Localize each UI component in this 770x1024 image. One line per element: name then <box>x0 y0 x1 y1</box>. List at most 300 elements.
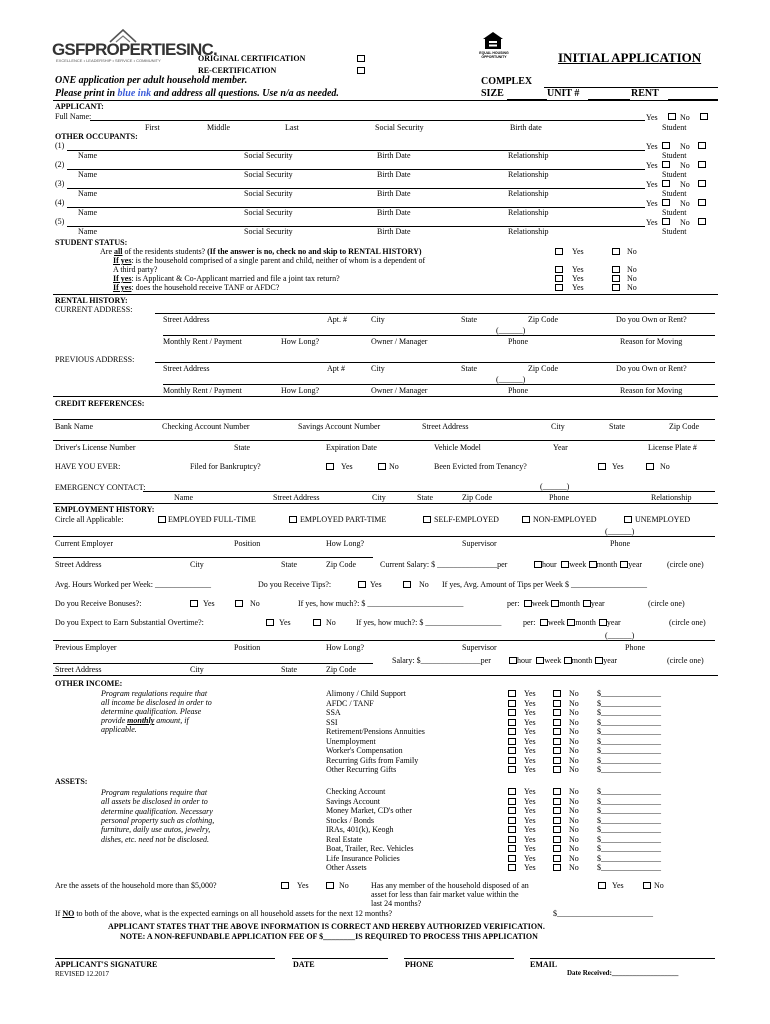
applicant-student-no-checkbox[interactable] <box>700 113 708 120</box>
dl-expiration-label: Expiration Date <box>326 443 377 452</box>
prev-reason-label: Reason for Moving <box>620 386 683 395</box>
year-checkbox[interactable] <box>595 657 603 664</box>
asset-amount-field[interactable]: $_______________ <box>597 853 661 863</box>
assets-5000-yes-checkbox[interactable] <box>281 882 289 889</box>
income-no-checkbox[interactable] <box>553 766 561 773</box>
income-amount-field[interactable]: $_______________ <box>597 736 661 746</box>
applicant-yes-label: Yes <box>646 113 658 122</box>
original-certification-label: ORIGINAL CERTIFICATION <box>198 54 306 63</box>
student-status-no-label: No <box>627 283 637 292</box>
income-no-checkbox[interactable] <box>553 700 561 707</box>
asset-item-label: Other Assets <box>326 863 367 872</box>
cur-zip-label: Zip Code <box>528 315 558 324</box>
week-checkbox[interactable] <box>540 619 548 626</box>
occupant-yes-label: Yes <box>646 180 658 189</box>
year-checkbox[interactable] <box>583 600 591 607</box>
occupant-yes-label: Yes <box>646 218 658 227</box>
instruction-line-1: ONE application per adult household member. <box>55 75 248 86</box>
prev-emp-address-line[interactable] <box>53 663 373 664</box>
full-name-label: Full Name: <box>55 112 92 121</box>
occupant-student-yes-checkbox[interactable] <box>662 161 670 168</box>
occupant-no-label: No <box>680 218 690 227</box>
full-name-line[interactable] <box>90 120 645 121</box>
asset-yes-label: Yes <box>524 796 536 806</box>
assets-note-line: Program regulations require that <box>101 788 208 797</box>
occupant-ss-label: Social Security <box>244 170 293 179</box>
occupant-student-label: Student <box>662 189 687 198</box>
income-no-checkbox[interactable] <box>553 747 561 754</box>
student-status-yes-label: Yes <box>572 274 584 283</box>
asset-item-label: Life Insurance Policies <box>326 853 400 863</box>
part-time-checkbox[interactable] <box>289 516 297 523</box>
employment-history-heading: EMPLOYMENT HISTORY: <box>55 505 155 514</box>
student-status-heading: STUDENT STATUS: <box>55 238 128 247</box>
cur-second-line[interactable] <box>163 335 715 336</box>
income-amount-field[interactable]: $_______________ <box>597 717 661 727</box>
divider-rental <box>53 294 718 295</box>
overtime-yes-checkbox[interactable] <box>266 619 274 626</box>
col-first: First <box>145 123 160 132</box>
emergency-contact-line[interactable] <box>143 491 715 492</box>
week-checkbox[interactable] <box>536 657 544 664</box>
prev-howlong-label: How Long? <box>326 643 364 652</box>
asset-no-checkbox[interactable] <box>553 855 561 862</box>
income-no-label: No <box>569 746 579 755</box>
income-note-line-2: all income be disclosed in order to <box>101 698 212 707</box>
asset-no-label: No <box>569 806 579 815</box>
disposed-question-line-1: Has any member of the household disposed of an <box>371 881 529 890</box>
asset-yes-label: Yes <box>524 815 536 825</box>
income-no-label: No <box>569 765 579 774</box>
income-amount-field[interactable]: $_______________ <box>597 727 661 736</box>
asset-no-label: No <box>569 787 579 796</box>
occupant-number: (2) <box>55 160 65 169</box>
cur-apt-label: Apt. # <box>327 315 347 324</box>
occupant-number: (3) <box>55 179 65 188</box>
disposed-yes-checkbox[interactable] <box>598 882 606 889</box>
expected-earnings-text: to both of the above, what is the expected earnings on all household assets for the next 12 months? <box>74 909 393 918</box>
asset-yes-checkbox[interactable] <box>508 788 516 795</box>
q1-instruction: (If the answer is no, check no and skip to RENTAL HISTORY) <box>207 247 422 256</box>
student-q4 <box>113 283 279 292</box>
asset-yes-checkbox[interactable] <box>508 836 516 843</box>
student-status-yes-checkbox[interactable] <box>555 284 563 291</box>
income-yes-label: Yes <box>524 736 536 746</box>
income-yes-checkbox[interactable] <box>508 700 516 707</box>
income-amount-field[interactable]: $_______________ <box>597 689 661 698</box>
asset-no-label: No <box>569 863 579 872</box>
current-employer-label: Current Employer <box>55 539 113 548</box>
income-item-label: Recurring Gifts from Family <box>326 755 419 765</box>
bankruptcy-yes-checkbox[interactable] <box>326 463 334 470</box>
asset-yes-checkbox[interactable] <box>508 864 516 871</box>
applicant-no-label: No <box>680 113 690 122</box>
vehicle-year-label: Year <box>553 443 568 452</box>
asset-amount-field[interactable]: $_______________ <box>597 863 661 872</box>
occupant-student-yes-checkbox[interactable] <box>662 199 670 206</box>
hour-checkbox[interactable] <box>534 561 542 568</box>
week-checkbox[interactable] <box>561 561 569 568</box>
asset-no-label: No <box>569 844 579 853</box>
prev-phone-label: Phone <box>625 643 645 652</box>
occupant-name-label: Name <box>78 208 98 217</box>
ec-phone-paren: (______) <box>540 482 570 491</box>
bonus-question: Do you Receive Bonuses?: <box>55 599 142 608</box>
student-status-no-checkbox[interactable] <box>612 284 620 291</box>
tips-yes-label: Yes <box>370 580 382 589</box>
income-yes-checkbox[interactable] <box>508 690 516 697</box>
asset-yes-checkbox[interactable] <box>508 817 516 824</box>
asset-amount-field[interactable]: $_______________ <box>597 796 661 806</box>
month-label: month <box>571 656 593 665</box>
full-time-label: EMPLOYED FULL-TIME <box>168 515 256 524</box>
asset-no-checkbox[interactable] <box>553 798 561 805</box>
income-no-label: No <box>569 736 579 746</box>
credit-references-heading: CREDIT REFERENCES: <box>55 399 145 408</box>
ec-city-label: City <box>372 493 386 502</box>
previous-address-line[interactable] <box>155 362 715 363</box>
student-status-no-checkbox[interactable] <box>612 248 620 255</box>
cur-phone-paren: (______) <box>496 326 526 335</box>
full-time-checkbox[interactable] <box>158 516 166 523</box>
income-yes-label: Yes <box>524 689 536 698</box>
asset-no-label: No <box>569 825 579 834</box>
asset-amount-field[interactable]: $_______________ <box>597 787 661 796</box>
occupant-number: (4) <box>55 198 65 207</box>
asset-amount-field[interactable]: $_______________ <box>597 844 661 853</box>
asset-amount-field[interactable]: $_______________ <box>597 815 661 825</box>
date-label: DATE <box>293 960 315 969</box>
bank-state-label: State <box>609 422 625 431</box>
emp-address-line[interactable] <box>53 557 373 558</box>
ec-street-label: Street Address <box>273 493 320 502</box>
occupant-student-label: Student <box>662 208 687 217</box>
rental-history-heading: RENTAL HISTORY: <box>55 296 128 305</box>
income-no-label: No <box>569 727 579 736</box>
prev-city-label: City <box>371 364 385 373</box>
income-yes-checkbox[interactable] <box>508 747 516 754</box>
re-certification-checkbox[interactable] <box>357 67 365 74</box>
col-middle: Middle <box>207 123 231 132</box>
occupant-student-no-checkbox[interactable] <box>698 199 706 206</box>
asset-yes-checkbox[interactable] <box>508 855 516 862</box>
year-label: year <box>628 560 643 569</box>
current-salary-label: Current Salary: $ _______________per <box>380 560 508 569</box>
student-status-no-checkbox[interactable] <box>612 266 620 273</box>
divider-credit <box>53 396 718 397</box>
occupant-number: (1) <box>55 141 65 150</box>
occupant-line[interactable] <box>67 150 645 151</box>
logo-tagline: EXCELLENCE • LEADERSHIP • SERVICE • COMMUNITY <box>56 58 161 63</box>
income-no-label: No <box>569 755 579 765</box>
q4-text: : does the household receive TANF or AFDC? <box>131 283 280 292</box>
income-no-checkbox[interactable] <box>553 709 561 716</box>
occupant-birth-date-label: Birth Date <box>377 151 411 160</box>
other-income-heading: OTHER INCOME: <box>55 679 123 688</box>
revised-label: REVISED 12.2017 <box>55 970 110 978</box>
income-note-line-4 <box>101 716 189 725</box>
evicted-no-label: No <box>660 462 670 471</box>
overtime-amount-label: If yes, how much?: $ ___________________ <box>356 618 502 627</box>
divider-employment <box>53 503 718 504</box>
income-note-amount: amount, if <box>154 716 189 725</box>
assets-note-line: dishes, etc. need not be disclosed. <box>101 834 209 844</box>
disposed-no-checkbox[interactable] <box>643 882 651 889</box>
student-status-yes-checkbox[interactable] <box>555 266 563 273</box>
assets-5000-question: Are the assets of the household more than $5,000? <box>55 881 217 890</box>
asset-yes-checkbox[interactable] <box>508 798 516 805</box>
checking-label: Checking Account Number <box>162 422 250 431</box>
income-yes-checkbox[interactable] <box>508 738 516 745</box>
self-employed-checkbox[interactable] <box>423 516 431 523</box>
asset-no-checkbox[interactable] <box>553 817 561 824</box>
re-certification-label: RE-CERTIFICATION <box>198 66 277 75</box>
assets-note-line: furniture, daily use autos, jewelry, <box>101 825 211 835</box>
occupant-line[interactable] <box>67 169 645 170</box>
bank-street-label: Street Address <box>422 422 469 431</box>
bonus-yes-label: Yes <box>203 599 215 608</box>
income-amount-field[interactable]: $_______________ <box>597 708 661 717</box>
income-no-checkbox[interactable] <box>553 757 561 764</box>
asset-no-checkbox[interactable] <box>553 788 561 795</box>
occupant-name-label: Name <box>78 227 98 236</box>
income-amount-field[interactable]: $_______________ <box>597 698 661 708</box>
year-checkbox[interactable] <box>620 561 628 568</box>
month-checkbox[interactable] <box>589 561 597 568</box>
bank-line[interactable] <box>53 419 715 420</box>
prev-salary-label: Salary: $_______________per <box>392 656 491 665</box>
occupant-student-no-checkbox[interactable] <box>698 180 706 187</box>
evicted-label: Been Evicted from Tenancy? <box>434 462 527 471</box>
occupant-line[interactable] <box>67 226 645 227</box>
bonus-no-checkbox[interactable] <box>235 600 243 607</box>
prev-phone-paren: (______) <box>496 375 526 384</box>
occupant-student-no-checkbox[interactable] <box>698 218 706 225</box>
prev-circle-one: (circle one) <box>667 656 704 665</box>
income-amount-field[interactable]: $_______________ <box>597 755 661 765</box>
tips-yes-checkbox[interactable] <box>358 581 366 588</box>
occupant-student-no-checkbox[interactable] <box>698 161 706 168</box>
income-note-line-3: determine qualification. Please <box>101 707 202 716</box>
non-employed-label: NON-EMPLOYED <box>533 515 597 524</box>
student-status-yes-label: Yes <box>572 265 584 274</box>
prev-supervisor-label: Supervisor <box>462 643 497 652</box>
q3-if-yes: If yes <box>113 274 132 283</box>
asset-amount-field[interactable]: $_______________ <box>597 825 661 834</box>
phone-line[interactable] <box>404 958 514 959</box>
emp-state-label: State <box>281 560 297 569</box>
occupant-relationship-label: Relationship <box>508 151 549 160</box>
col-social-security: Social Security <box>375 123 424 132</box>
student-status-yes-checkbox[interactable] <box>555 248 563 255</box>
income-no-checkbox[interactable] <box>553 728 561 735</box>
income-no-checkbox[interactable] <box>553 690 561 697</box>
asset-item-label: Money Market, CD's other <box>326 806 412 815</box>
occupant-student-label: Student <box>662 170 687 179</box>
assets-5000-no-checkbox[interactable] <box>326 882 334 889</box>
assets-note-line: all assets be disclosed in order to <box>101 797 208 807</box>
emp-city-label: City <box>190 560 204 569</box>
student-status-yes-label: Yes <box>572 247 584 256</box>
income-item-label: SSI <box>326 717 338 727</box>
occupant-ss-label: Social Security <box>244 189 293 198</box>
income-yes-label: Yes <box>524 698 536 708</box>
prev-emp-phone-paren: (______) <box>605 631 635 640</box>
date-line[interactable] <box>292 958 388 959</box>
disposed-question-line-3: last 24 months? <box>371 899 422 908</box>
instruction-line-2 <box>55 88 339 99</box>
occupant-student-label: Student <box>662 227 687 236</box>
hour-checkbox[interactable] <box>509 657 517 664</box>
equal-housing-icon <box>481 31 505 51</box>
prev-own-rent-label: Do you Own or Rent? <box>616 364 687 373</box>
bonus-yes-checkbox[interactable] <box>190 600 198 607</box>
previous-employer-line[interactable] <box>53 640 715 641</box>
overtime-no-checkbox[interactable] <box>313 619 321 626</box>
non-employed-checkbox[interactable] <box>522 516 530 523</box>
asset-no-label: No <box>569 796 579 806</box>
phone-label: PHONE <box>405 960 434 969</box>
tips-amount-label: If yes, Avg. Amount of Tips per Week $ ___________________ <box>442 580 648 589</box>
occupant-student-yes-checkbox[interactable] <box>662 218 670 225</box>
applicant-student-yes-checkbox[interactable] <box>668 113 676 120</box>
asset-yes-label: Yes <box>524 863 536 872</box>
student-status-no-label: No <box>627 274 637 283</box>
occupant-student-no-checkbox[interactable] <box>698 142 706 149</box>
month-checkbox[interactable] <box>551 600 559 607</box>
occupant-yes-label: Yes <box>646 161 658 170</box>
occupant-line[interactable] <box>67 188 645 189</box>
student-q2-cont: A third party? <box>113 265 158 274</box>
asset-yes-label: Yes <box>524 853 536 863</box>
current-address-label: CURRENT ADDRESS: <box>55 305 133 314</box>
asset-no-checkbox[interactable] <box>553 864 561 871</box>
overtime-no-label: No <box>326 618 336 627</box>
previous-address-label: PREVIOUS ADDRESS: <box>55 355 135 364</box>
overtime-yes-label: Yes <box>279 618 291 627</box>
bankruptcy-no-checkbox[interactable] <box>378 463 386 470</box>
income-yes-checkbox[interactable] <box>508 757 516 764</box>
month-label: month <box>596 560 618 569</box>
bonus-amount-label: If yes, how much?: $ ________________________ <box>298 599 464 608</box>
ot-circle-one: (circle one) <box>669 618 706 627</box>
income-note-monthly: monthly <box>127 716 155 725</box>
income-yes-checkbox[interactable] <box>508 728 516 735</box>
asset-item-label: Savings Account <box>326 796 380 806</box>
occupant-student-yes-checkbox[interactable] <box>662 142 670 149</box>
ec-name-label: Name <box>174 493 194 502</box>
ec-zip-label: Zip Code <box>462 493 492 502</box>
year-label: year <box>603 656 618 665</box>
prev-second-line[interactable] <box>163 384 715 385</box>
asset-item-label: Stocks / Bonds <box>326 815 375 825</box>
income-yes-checkbox[interactable] <box>508 709 516 716</box>
occupant-ss-label: Social Security <box>244 227 293 236</box>
asset-yes-checkbox[interactable] <box>508 807 516 814</box>
year-checkbox[interactable] <box>599 619 607 626</box>
signature-line[interactable] <box>55 958 275 959</box>
income-no-checkbox[interactable] <box>553 738 561 745</box>
asset-no-checkbox[interactable] <box>553 836 561 843</box>
income-amount-field[interactable]: $_______________ <box>597 746 661 755</box>
student-q2 <box>113 256 425 265</box>
asset-item-label: Boat, Trailer, Rec. Vehicles <box>326 844 414 853</box>
occupant-line[interactable] <box>67 207 645 208</box>
current-address-line[interactable] <box>155 313 715 314</box>
cur-reason-label: Reason for Moving <box>620 337 683 346</box>
emp-phone-paren: (______) <box>605 527 635 536</box>
year-label: year <box>590 599 605 608</box>
asset-no-checkbox[interactable] <box>553 807 561 814</box>
current-employer-line[interactable] <box>53 536 715 537</box>
assets-5000-no-label: No <box>339 881 349 890</box>
asset-no-checkbox[interactable] <box>553 826 561 833</box>
month-checkbox[interactable] <box>564 657 572 664</box>
income-amount-field[interactable]: $_______________ <box>597 765 661 774</box>
self-employed-label: SELF-EMPLOYED <box>434 515 499 524</box>
assets-note-line: determine qualification. Necessary <box>101 806 213 816</box>
occupant-student-yes-checkbox[interactable] <box>662 180 670 187</box>
emp-supervisor-label: Supervisor <box>462 539 497 548</box>
asset-yes-checkbox[interactable] <box>508 826 516 833</box>
q3-text: : is Applicant & Co-Applicant married and file a joint tax return? <box>131 274 340 283</box>
unemployed-label: UNEMPLOYED <box>635 515 691 524</box>
student-status-yes-checkbox[interactable] <box>555 275 563 282</box>
q2-if-yes: If yes <box>113 256 132 265</box>
asset-yes-label: Yes <box>524 844 536 853</box>
month-checkbox[interactable] <box>567 619 575 626</box>
evicted-yes-checkbox[interactable] <box>598 463 606 470</box>
income-yes-checkbox[interactable] <box>508 766 516 773</box>
unemployed-checkbox[interactable] <box>624 516 632 523</box>
income-no-label: No <box>569 689 579 698</box>
student-status-no-checkbox[interactable] <box>612 275 620 282</box>
prev-position-label: Position <box>234 643 261 652</box>
asset-yes-checkbox[interactable] <box>508 845 516 852</box>
expected-earnings-field[interactable]: $________________________ <box>553 909 653 918</box>
income-yes-checkbox[interactable] <box>508 719 516 726</box>
email-line[interactable] <box>530 958 715 959</box>
cur-phone-label: Phone <box>508 337 528 346</box>
instr-blue-ink: blue ink <box>117 88 152 99</box>
ec-state-label: State <box>417 493 433 502</box>
cur-howlong-label: How Long? <box>281 337 319 346</box>
occupant-no-label: No <box>680 142 690 151</box>
original-certification-checkbox[interactable] <box>357 55 365 62</box>
asset-no-label: No <box>569 853 579 863</box>
income-item-label: Retirement/Pensions Annuities <box>326 727 425 736</box>
dl-state-label: State <box>234 443 250 452</box>
income-no-checkbox[interactable] <box>553 719 561 726</box>
occupant-yes-label: Yes <box>646 199 658 208</box>
asset-amount-field[interactable]: $_______________ <box>597 806 661 815</box>
income-yes-label: Yes <box>524 717 536 727</box>
student-q3 <box>113 274 340 283</box>
tips-no-checkbox[interactable] <box>403 581 411 588</box>
license-line[interactable] <box>53 440 715 441</box>
assets-note-line: personal property such as clothing, <box>101 815 215 825</box>
occupant-no-label: No <box>680 161 690 170</box>
asset-item-label: Checking Account <box>326 787 386 796</box>
asset-no-checkbox[interactable] <box>553 845 561 852</box>
bankruptcy-label: Filed for Bankruptcy? <box>190 462 261 471</box>
unit-label: UNIT # <box>547 88 580 99</box>
asset-amount-field[interactable]: $_______________ <box>597 834 661 844</box>
week-checkbox[interactable] <box>524 600 532 607</box>
cur-street-label: Street Address <box>163 315 210 324</box>
evicted-no-checkbox[interactable] <box>646 463 654 470</box>
previous-employer-label: Previous Employer <box>55 643 117 652</box>
